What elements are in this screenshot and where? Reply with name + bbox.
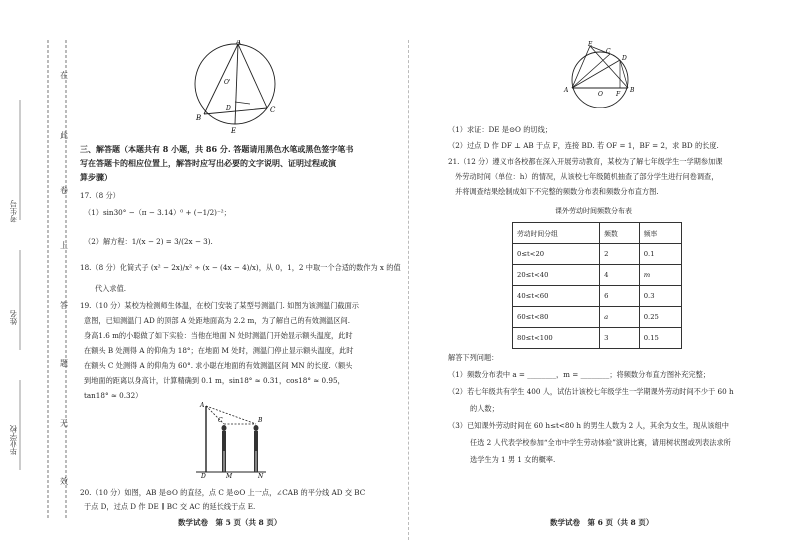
q19-line5: 在额头 C 处测得 A 的仰角为 60°. 求小聪在地面的有效测温区间 MN 的长度.（额头 xyxy=(84,361,353,370)
name-label: 姓名 xyxy=(9,310,18,325)
table-cell: 0.1 xyxy=(639,244,681,265)
q19-line1: 19.（10 分）某校为检测师生体温，在校门安装了某型号测温门. 如图为该测温门截面示 xyxy=(80,301,359,310)
circle-figure-2 xyxy=(560,38,640,108)
q20-part2: （2）过点 D 作 DF ⊥ AB 于点 F，连接 BD. 若 OF = 1，BF = 2，求 BD 的长度. xyxy=(448,141,719,150)
q17-part1: （1）sin30° −（π − 3.14）⁰ + (−1/2)⁻²； xyxy=(84,208,231,217)
binding-char: 在 xyxy=(60,71,68,80)
table-row xyxy=(513,286,682,307)
q20-line2: 于点 D，过点 D 作 DE ∥ BC 交 AC 的延长线于点 E. xyxy=(84,502,256,511)
label-O: O xyxy=(598,91,603,98)
table-cell: 60≤t<80 xyxy=(513,307,600,328)
footer-page-5: 数学试卷 第 5 页（共 8 页） xyxy=(178,518,282,527)
table-cell: 4 xyxy=(600,265,640,286)
q18-line1: 18.（8 分）化简式子 (x² − 2x)/x² ÷ (x − (4x − 4)/x)，从 0，1，2 中取一个合适的数作为 x 的值 xyxy=(80,263,401,272)
footer-page-6: 数学试卷 第 6 页（共 8 页） xyxy=(550,518,654,527)
q19-line2: 意图，已知测温门 AD 的顶部 A 处距地面高为 2.2 m，为了解自己的有效测温区间. xyxy=(84,316,351,325)
label-B: B xyxy=(196,114,202,122)
binding-dashed-line xyxy=(0,0,85,560)
q21-line3: 并将调查结果绘制成如下不完整的频数分布表和频数分布直方图. xyxy=(455,187,659,196)
binding-char: 效 xyxy=(60,477,68,486)
table-row xyxy=(513,328,682,349)
q21-part3-line1: （3）已知课外劳动时间在 60 h≤t<80 h 的男生人数为 2 人，其余为女生，现从该组中 xyxy=(448,421,729,430)
table-header-cell: 频数 xyxy=(600,223,640,244)
table-cell: 0.15 xyxy=(639,328,681,349)
q21-part3-line3: 选学生为 1 男 1 女的概率. xyxy=(470,455,556,464)
table-cell: 0.3 xyxy=(639,286,681,307)
label-F: F xyxy=(616,91,621,98)
binding-char: 题 xyxy=(60,359,68,368)
page-divider xyxy=(408,40,409,540)
label-O: O' xyxy=(224,79,231,86)
candidate-number-label: 考生号 xyxy=(9,200,18,223)
q21-line1: 21.（12 分）遵义市各校都在深入开展劳动教育，某校为了解七年级学生一学期参加课 xyxy=(448,157,723,166)
q18-line2: 代入求值. xyxy=(95,284,127,293)
label-D: D xyxy=(201,473,206,478)
q20-part1: （1）求证：DE 是⊙O 的切线； xyxy=(448,125,552,134)
table-cell: 3 xyxy=(600,328,640,349)
table-header-cell: 频率 xyxy=(639,223,681,244)
q17-part2: （2）解方程：1/(x − 2) = 3/(2x − 3). xyxy=(84,237,213,246)
label-E: E xyxy=(588,41,593,48)
q17-head: 17.（8 分） xyxy=(80,191,120,200)
label-A: A xyxy=(564,87,569,94)
table-cell: 0≤t<20 xyxy=(513,244,600,265)
q21-part2-line1: （2）若七年级共有学生 400 人，试估计该校七年级学生一学期课外劳动时间不少于 60 h xyxy=(448,387,734,396)
label-N: N xyxy=(258,473,264,478)
section-title-line1: 三、解答题（本题共有 8 小题，共 86 分. 答题请用黑色水笔或黑色签字笔书 xyxy=(80,144,354,154)
table-row xyxy=(513,307,682,328)
label-D: D xyxy=(622,55,627,62)
label-B: B xyxy=(258,417,263,424)
thermometer-gate-figure xyxy=(192,400,272,478)
table-header-cell: 劳动时间分组 xyxy=(513,223,600,244)
q21-line2: 外劳动时间（单位：h）的情况，从该校七年级随机抽查了部分学生进行问卷调查， xyxy=(455,172,719,181)
section-title-line2: 写在答题卡的相应位置上，解答时应写出必要的文字说明、证明过程或演 xyxy=(80,158,336,168)
binding-char: 此 xyxy=(60,131,68,140)
label-A: A xyxy=(200,402,205,409)
binding-margin xyxy=(0,0,85,560)
table-cell: m xyxy=(639,265,681,286)
table-cell: 6 xyxy=(600,286,640,307)
table-header-row xyxy=(513,223,682,244)
q19-line4: 在额头 B 处测得 A 的仰角为 18°；在地面 M 处时，测温门停止显示额头温度，此时 xyxy=(84,346,354,355)
label-C: C xyxy=(270,106,276,114)
label-A: A xyxy=(236,40,242,46)
table-cell: 0.25 xyxy=(639,307,681,328)
label-E: E xyxy=(231,127,237,135)
table-cell: 2 xyxy=(600,244,640,265)
q20-line1: 20.（10 分）如图，AB 是⊙O 的直径，点 C 是⊙O 上一点，∠CAB 的平分线 AD 交 BC xyxy=(80,488,366,497)
circle-figure-1 xyxy=(190,40,280,135)
table-row xyxy=(513,244,682,265)
binding-char: 答 xyxy=(60,301,68,310)
q19-line3: 身高1.6 m的小聪做了如下实验：当他在地面 N 处时测温门开始显示额头温度，此时 xyxy=(84,331,353,340)
table-cell: 80≤t<100 xyxy=(513,328,600,349)
table-cell: a xyxy=(600,307,640,328)
table-cell: 20≤t<40 xyxy=(513,265,600,286)
q21-part1: （1）频数分布表中 a = ________，m = ________；将频数分布直方图补充完整； xyxy=(448,370,710,379)
table-title: 课外劳动时间频数分布表 xyxy=(555,207,632,215)
label-B: B xyxy=(630,87,635,94)
binding-char: 卷 xyxy=(60,186,68,195)
q19-line6: 到地面的距离以身高计，计算精确到 0.1 m，sin18° ≈ 0.31，cos18° ≈ 0.95， xyxy=(84,376,345,385)
label-M: M xyxy=(226,473,233,478)
label-D: D xyxy=(226,105,231,112)
table-row xyxy=(513,265,682,286)
q21-part2-line2: 的人数； xyxy=(470,404,499,413)
label-C: C xyxy=(606,48,611,55)
table-cell: 40≤t<60 xyxy=(513,286,600,307)
school-label: 毕业学校 xyxy=(9,425,18,455)
frequency-table xyxy=(512,222,682,349)
q21-part3-line2: 任选 2 人代表学校参加“全市中学生劳动体验”演讲比赛，请用树状图或列表法求所 xyxy=(470,438,731,447)
answer-intro: 解答下列问题： xyxy=(448,353,499,362)
label-C: C xyxy=(218,417,223,424)
section-title-line3: 算步骤） xyxy=(80,172,112,182)
q19-line7: tan18° ≈ 0.32） xyxy=(84,391,143,400)
binding-char: 上 xyxy=(60,241,68,250)
binding-char: 无 xyxy=(60,419,68,428)
